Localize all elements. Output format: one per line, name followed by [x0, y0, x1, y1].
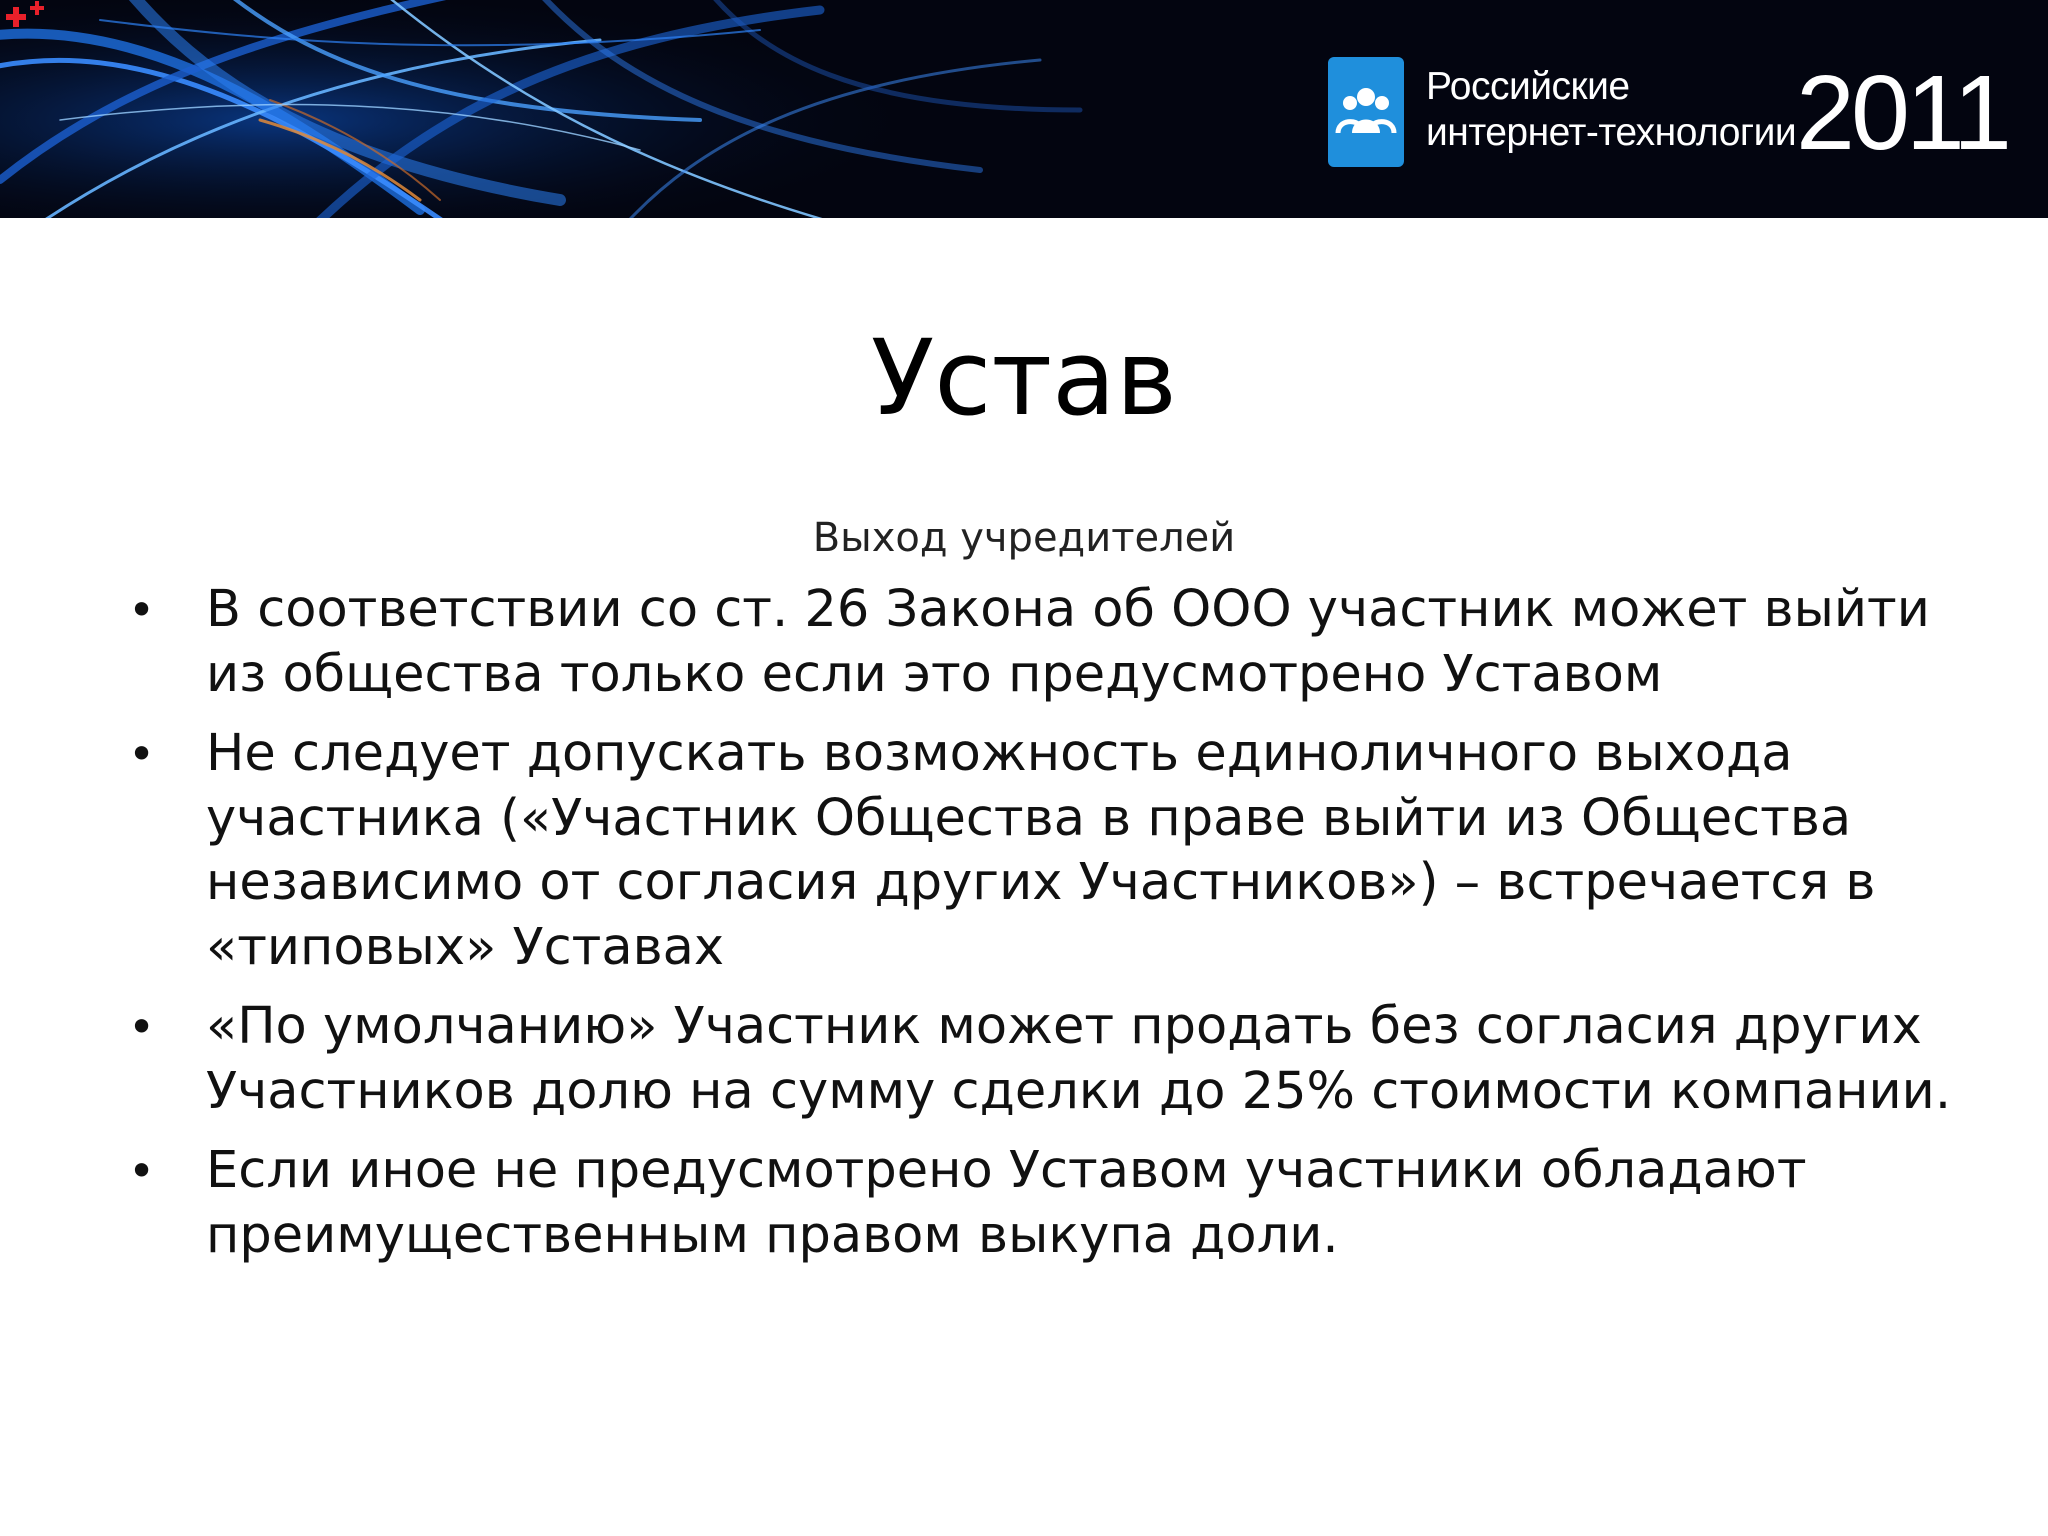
bullet-dot: •: [128, 1144, 156, 1198]
bullet-text: Не следует допускать возможность единоличного выхода участника («Участник Общества в праве выйти из Общества независимо от согласия других Участников») – встречается в «типовых» Уставах: [206, 724, 1876, 977]
header-banner: [0, 0, 2048, 218]
people-icon: [1328, 57, 1404, 167]
plus-plus-icon: [0, 0, 50, 40]
bullet-dot: •: [128, 1000, 156, 1054]
bullet-text: В соответствии со ст. 26 Закона об ООО участник может выйти из общества только если это предусмотрено Уставом: [206, 580, 1930, 704]
bullet-item: [126, 578, 2006, 707]
conference-name-line1: Российские: [1426, 65, 1630, 108]
bullet-list: [126, 578, 2006, 1283]
conference-name: [1426, 64, 1797, 156]
bullet-item: [126, 995, 2006, 1124]
bullet-text: Если иное не предусмотрено Уставом участники обладают преимущественным правом выкупа доли.: [206, 1141, 1807, 1265]
bullet-dot: •: [128, 727, 156, 781]
bullet-item: [126, 722, 2006, 980]
conference-name-line2: интернет-технологии: [1426, 111, 1797, 154]
bullet-text: «По умолчанию» Участник может продать без согласия других Участников долю на сумму сделки до 25% стоимости компании.: [206, 997, 1952, 1121]
conference-logo: [1328, 57, 1404, 167]
slide-title: Устав: [870, 317, 1178, 439]
bullet-dot: •: [128, 583, 156, 637]
bullet-item: [126, 1139, 2006, 1268]
slide-subtitle: Выход учредителей: [812, 515, 1236, 561]
conference-year: 2011: [1796, 54, 2008, 172]
